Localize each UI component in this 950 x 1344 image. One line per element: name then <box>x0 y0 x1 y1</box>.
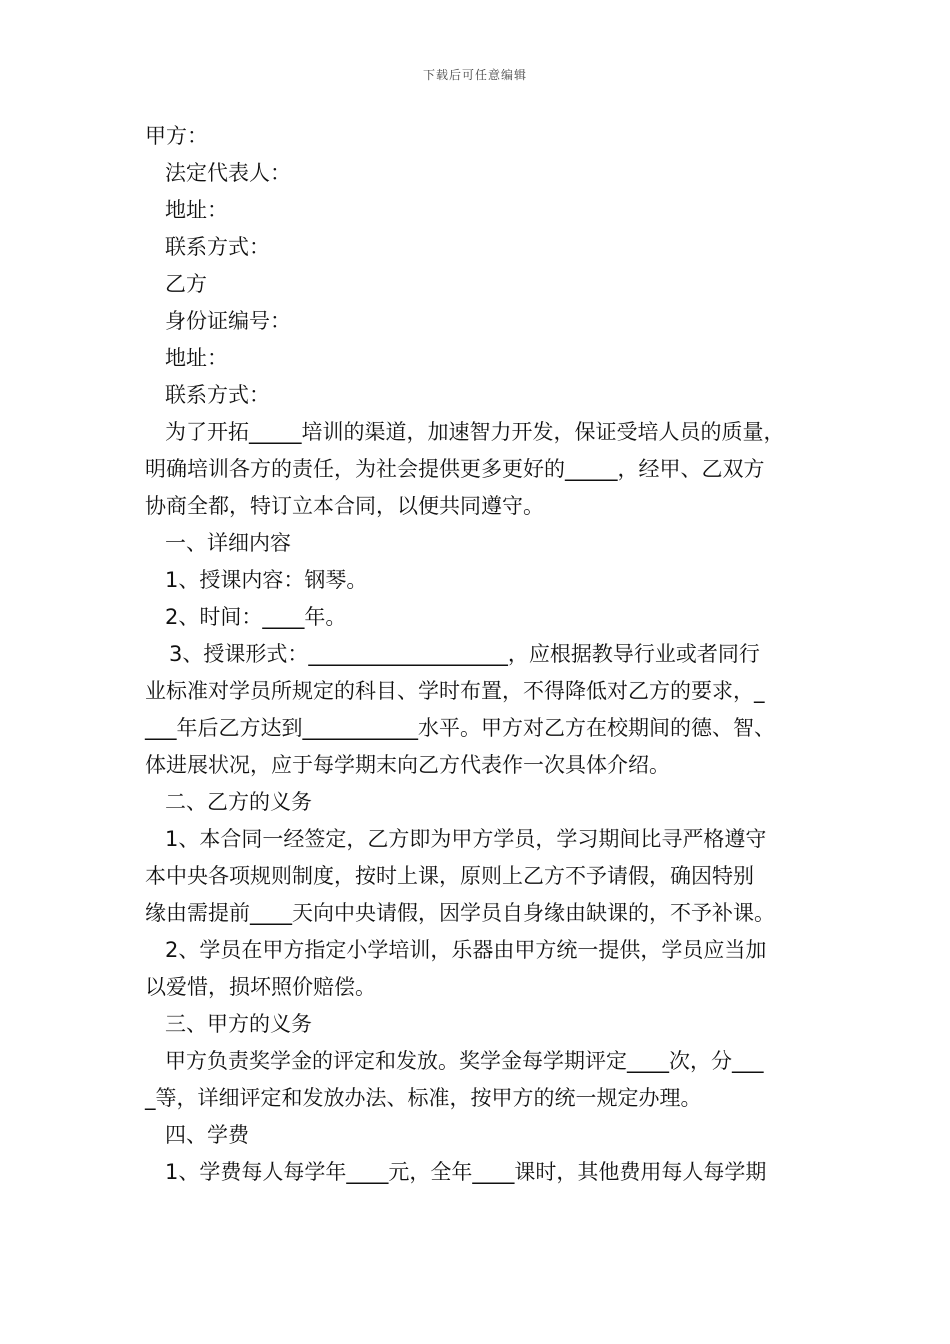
contract-line: 1、本合同一经签定，乙方即为甲方学员，学习期间比寻严格遵守 <box>165 827 767 851</box>
contract-line: 法定代表人： <box>165 161 291 185</box>
contract-line: 体进展状况，应于每学期末向乙方代表作一次具体介绍。 <box>145 753 670 777</box>
contract-line: 为了开拓_____培训的渠道，加速智力开发，保证受培人员的质量， <box>165 420 785 444</box>
contract-line: 协商全都，特订立本合同，以便共同遵守。 <box>145 494 544 518</box>
contract-line: 以爱惜，损坏照价赔偿。 <box>145 975 376 999</box>
contract-line: 1、授课内容：钢琴。 <box>165 568 368 592</box>
contract-line: 2、学员在甲方指定小学培训，乐器由甲方统一提供，学员应当加 <box>165 938 767 962</box>
contract-line: 1、学费每人每学年____元，全年____课时，其他费用每人每学期 <box>165 1160 767 1184</box>
contract-line: 明确培训各方的责任，为社会提供更多更好的_____，经甲、乙双方 <box>145 457 765 481</box>
contract-line: 业标准对学员所规定的科目、学时布置，不得降低对乙方的要求，_ <box>145 679 765 703</box>
contract-line: 2、时间：____年。 <box>165 605 347 629</box>
contract-line: 身份证编号： <box>165 309 291 333</box>
contract-line: 四、学费 <box>165 1123 249 1147</box>
contract-line: 联系方式： <box>165 383 270 407</box>
contract-line: 本中央各项规则制度，按时上课，原则上乙方不予请假，确因特别 <box>145 864 754 888</box>
contract-line: 二、乙方的义务 <box>165 790 312 814</box>
contract-line: 联系方式： <box>165 235 270 259</box>
header-note: 下载后可任意编辑 <box>422 68 527 82</box>
contract-line: _等，详细评定和发放办法、标准，按甲方的统一规定办理。 <box>145 1086 702 1110</box>
contract-line: 缘由需提前____天向中央请假，因学员自身缘由缺课的，不予补课。 <box>145 901 775 925</box>
contract-line: ___年后乙方达到___________水平。甲方对乙方在校期间的德、智、 <box>145 716 775 740</box>
contract-line: 地址： <box>165 198 228 222</box>
contract-line: 乙方 <box>165 272 207 296</box>
contract-line: 一、详细内容 <box>165 531 291 555</box>
contract-line: 地址： <box>165 346 228 370</box>
contract-line: 甲方负责奖学金的评定和发放。奖学金每学期评定____次，分___ <box>165 1049 764 1073</box>
contract-line: 3、授课形式：___________________，应根据教导行业或者同行 <box>169 642 760 666</box>
contract-body <box>145 118 825 1191</box>
contract-line: 三、甲方的义务 <box>165 1012 312 1036</box>
contract-line: 甲方： <box>145 124 208 148</box>
